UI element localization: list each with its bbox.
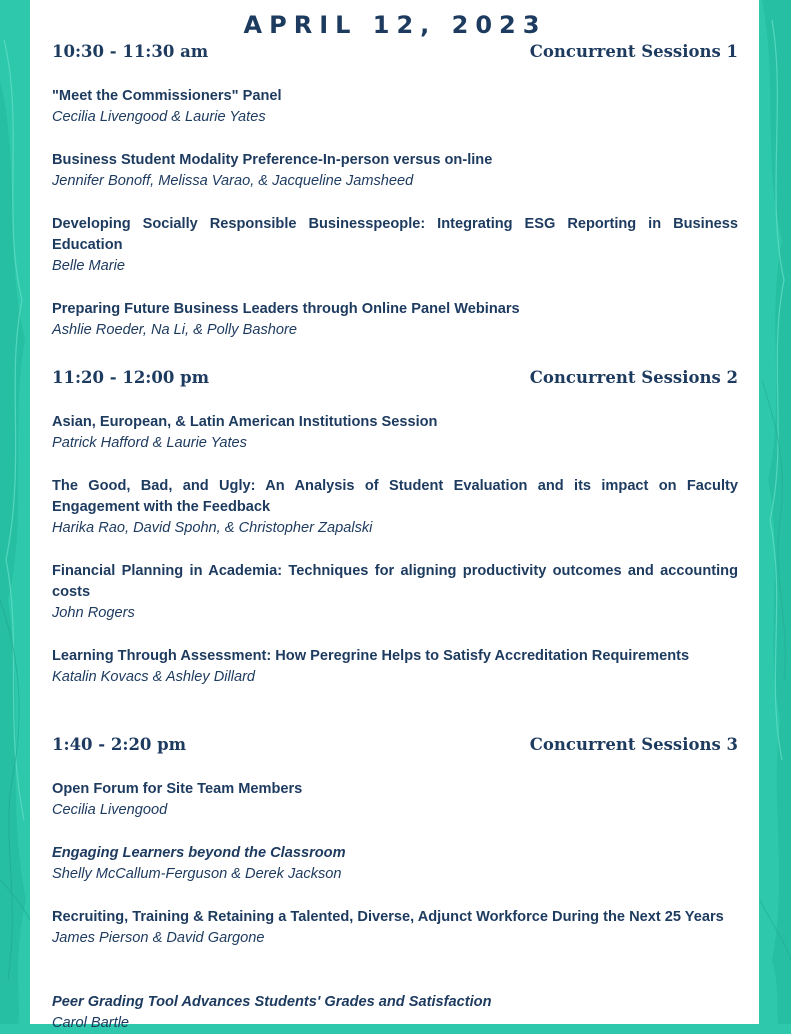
agenda-date-heading: APRIL 12, 2023 <box>243 11 547 39</box>
session-item <box>52 476 738 539</box>
session-block-time: 11:20 - 12:00 pm <box>52 368 210 387</box>
session-item <box>52 412 738 454</box>
session-speakers: Jennifer Bonoff, Melissa Varao, & Jacqueline Jamsheed <box>52 173 414 190</box>
session-title: Open Forum for Site Team Members <box>52 781 303 797</box>
session-speakers: Patrick Hafford & Laurie Yates <box>52 435 247 452</box>
session-speakers: Katalin Kovacs & Ashley Dillard <box>52 669 256 686</box>
session-speakers: Carol Bartle <box>52 1015 130 1032</box>
session-speakers: John Rogers <box>52 605 135 622</box>
session-item <box>52 299 738 341</box>
session-block-label: Concurrent Sessions 2 <box>529 368 738 387</box>
session-title: The Good, Bad, and Ugly: An Analysis of Student Evaluation and its impact on Faculty Engagement with the Feedback <box>52 478 738 516</box>
session-title: Financial Planning in Academia: Techniques for aligning productivity outcomes and accounting costs <box>52 563 738 601</box>
session-title: Developing Socially Responsible Businesspeople: Integrating ESG Reporting in Business Education <box>52 216 738 254</box>
session-block-time: 1:40 - 2:20 pm <box>52 735 187 754</box>
session-speakers: James Pierson & David Gargone <box>52 930 265 947</box>
session-title: Peer Grading Tool Advances Students' Grades and Satisfaction <box>52 994 492 1010</box>
session-block-label: Concurrent Sessions 3 <box>529 735 738 754</box>
session-title: Business Student Modality Preference-In-person versus on-line <box>52 152 493 168</box>
session-block-header <box>52 733 738 757</box>
session-speakers: Harika Rao, David Spohn, & Christopher Zapalski <box>52 520 373 537</box>
session-item <box>52 214 738 277</box>
session-item <box>52 907 738 949</box>
session-speakers: Shelly McCallum-Ferguson & Derek Jackson <box>52 866 342 883</box>
session-title: "Meet the Commissioners" Panel <box>52 88 282 104</box>
session-title: Learning Through Assessment: How Peregrine Helps to Satisfy Accreditation Requirements <box>52 648 690 664</box>
session-block-header <box>52 366 738 390</box>
session-item <box>52 150 738 192</box>
session-speakers: Cecilia Livengood <box>52 802 168 819</box>
session-block-label: Concurrent Sessions 1 <box>529 42 738 61</box>
session-title: Recruiting, Training & Retaining a Talented, Diverse, Adjunct Workforce During the Next 25 Years <box>52 909 724 925</box>
session-speakers: Ashlie Roeder, Na Li, & Polly Bashore <box>52 322 297 339</box>
session-item <box>52 86 738 128</box>
session-block-header <box>52 40 738 64</box>
session-item <box>52 646 738 688</box>
session-block-time: 10:30 - 11:30 am <box>52 42 209 61</box>
session-item <box>52 779 738 821</box>
session-speakers: Belle Marie <box>52 258 125 275</box>
session-title: Asian, European, & Latin American Institutions Session <box>52 414 438 430</box>
session-item <box>52 561 738 624</box>
session-item <box>52 843 738 885</box>
session-speakers: Cecilia Livengood & Laurie Yates <box>52 109 266 126</box>
session-title: Engaging Learners beyond the Classroom <box>52 845 346 861</box>
session-title: Preparing Future Business Leaders through Online Panel Webinars <box>52 301 520 317</box>
session-item <box>52 992 738 1034</box>
